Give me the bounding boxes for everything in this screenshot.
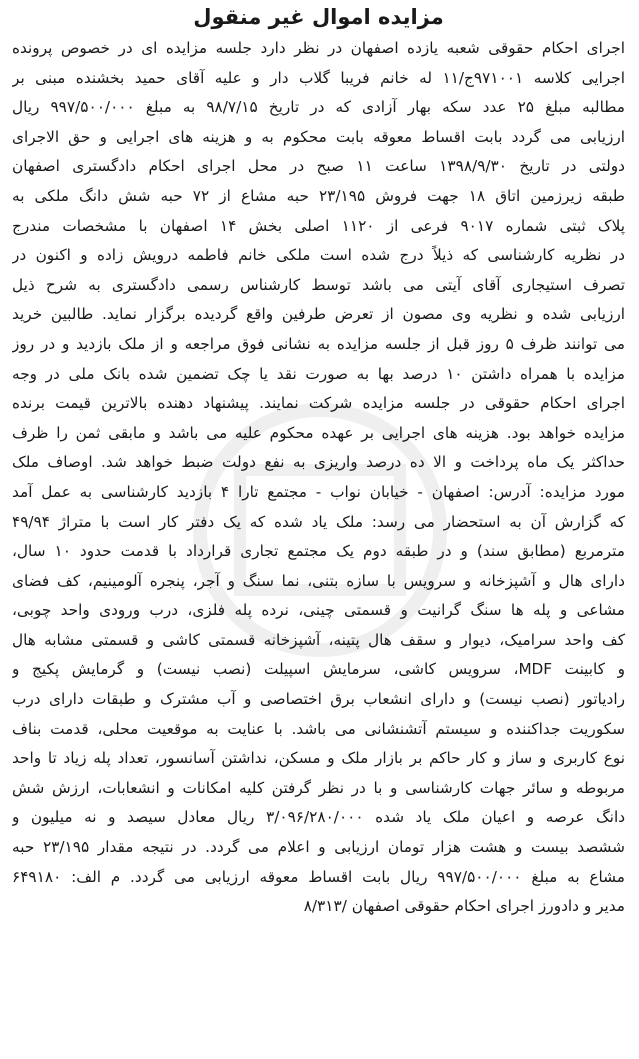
body-line: مطالبه مبلغ ۲۵ عدد سکه بهار آزادی که در تاریخ ۹۸/۷/۱۵ به مبلغ ۹۹۷/۵۰۰/۰۰۰ ریال: [12, 98, 625, 117]
body-line: مشاعی و پله ها سنگ گرانیت و قسمتی چینی، نرده پله فلزی، درب ورودی واحد چوبی،: [12, 601, 625, 620]
body-line: مزایده خواهد بود. هزینه های اجرایی بر عهده محکوم علیه می باشد و مابقی ثمن را ظرف: [12, 423, 625, 442]
body-line: مترمربع (مطابق سند) و در طبقه دوم یک مجتمع تجاری قرارداد با قدمت حدود ۱۰ سال،: [12, 542, 625, 561]
body-line: ارزیابی می گردد بابت اقساط معوقه بابت محکوم به و هزینه های اجرایی و حق الاجرای: [12, 127, 625, 146]
body-line: ارزیابی شده و نظریه وی مصون از تعرض طرفین واقع گردیده برگزار نماید. طالبین خرید: [12, 305, 625, 324]
body-line: دانگ عرصه و اعیان ملک یاد شده ۳/۰۹۶/۲۸۰/۰۰۰ ریال معادل سیصد و نه میلیون و: [12, 808, 625, 827]
body-line: نوع کاربری و ساز و کار حاکم بر بازار ملک و مسکن، نداشتن آسانسور، تعداد پله زیاد تا واحد: [12, 749, 625, 768]
body-line: و کابینت MDF، سرویس کاشی، سرمایش اسپیلت (نصب نیست) و گرمایش پکیج و: [12, 660, 625, 679]
body-line: رادیاتور (نصب نیست) و دارای انشعاب برق اختصاصی و آب مشترک و طبقات دارای درب: [12, 690, 625, 709]
notice-title: مزایده اموال غیر منقول: [193, 5, 444, 29]
body-line: مشاع به مبلغ ۹۹۷/۵۰۰/۰۰۰ ریال بابت اقساط معوقه ارزیابی می گردد. م الف: ۶۴۹۱۸۰: [12, 867, 625, 886]
notice-body: [12, 34, 625, 922]
body-line: مزایده با همراه داشتن ۱۰ درصد بها به صورت نقد یا چک تضمین شده بانک ملی در وجه: [12, 364, 625, 383]
body-line: اجرایی کلاسه ۹۷۱۰۰۱ج/۱۱ له خانم فریبا گلاب دار و علیه آقای حمید بخشنده مبنی بر: [12, 68, 625, 87]
body-line: طبقه زیرزمین اتاق ۱۸ جهت فروش ۲۳/۱۹۵ حبه مشاع از ۷۲ حبه شش دانگ ملکی به: [12, 186, 625, 205]
body-line: مربوطه و سائر جهات کارشناسی و با در نظر گرفتن کلیه امکانات و انشعابات، ارزش شش: [12, 778, 625, 797]
body-line: پلاک ثبتی شماره ۹۰۱۷ فرعی از ۱۱۲۰ اصلی بخش ۱۴ اصفهان با مشخصات مندرج: [12, 216, 625, 235]
body-line: حداکثر یک ماه پرداخت و الا ده درصد واریزی به نفع دولت ضبط خواهد شد. اوصاف ملک: [12, 453, 625, 472]
body-line: دولتی در تاریخ ۱۳۹۸/۹/۳۰ ساعت ۱۱ صبح در محل اجرای احکام دادگستری اصفهان: [12, 157, 625, 176]
body-line: در نظریه کارشناسی که ذیلاً درج شده است ملکی خانم فاطمه درویش زاده و اکنون در: [12, 246, 625, 265]
body-line: اجرای احکام حقوقی شعبه یازده اصفهان در نظر دارد جلسه مزایده ای در خصوص پرونده: [12, 39, 625, 57]
body-line: که گزارش آن به استحضار می رسد: ملک یاد شده که یک دفتر کار است با متراژ ۴۹/۹۴: [12, 512, 625, 531]
signature-line: مدیر و دادورز اجرای احکام حقوقی اصفهان /۸/۳۱۳: [303, 897, 625, 916]
body-line: می توانند ظرف ۵ روز قبل از جلسه مزایده به نشانی فوق مراجعه و از ملک بازدید و در روز: [12, 334, 625, 353]
body-line: سکوریت جداکننده و سیستم آتشنشانی می باشد. با عنایت به موقعیت محلی، قدمت بناف: [12, 719, 625, 738]
body-line: دارای هال و آشپزخانه و سرویس با سازه بتنی، نما سنگ و آجر، پنجره آلومینیم، کف فضای: [12, 571, 625, 590]
body-line: مورد مزایده: آدرس: اصفهان - خیابان نواب - مجتمع تارا ۴ بازدید کارشناسی به عمل آمد: [12, 482, 625, 501]
body-line: تصرف استیجاری آقای آیتی می باشد توسط کارشناس رسمی دادگستری به شرح ذیل: [12, 275, 625, 294]
body-line: ششصد بیست و هشت هزار تومان ارزیابی و اعلام می گردد. در نتیجه مقدار ۲۳/۱۹۵ حبه: [12, 838, 625, 857]
body-line: اجرای احکام حقوقی در جلسه مزایده شرکت نمایند. پیشنهاد دهنده بالاترین قیمت برنده: [12, 394, 625, 413]
body-line: کف واحد سرامیک، دیوار و سقف هال پتینه، آشپزخانه قسمتی کاشی و قسمتی مشابه هال: [12, 630, 625, 649]
